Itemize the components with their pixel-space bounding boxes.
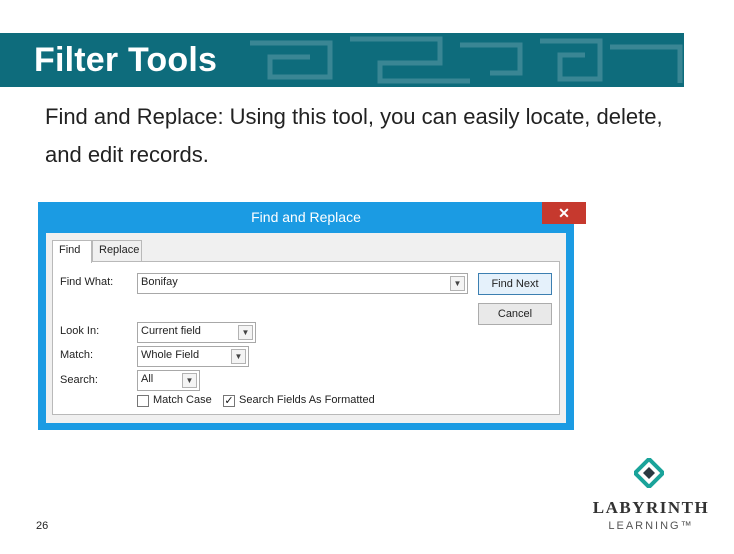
find-replace-dialog	[38, 202, 574, 430]
dialog-client	[46, 233, 566, 423]
intro-text: Find and Replace: Using this tool, you can easily locate, delete, and edit records.	[45, 104, 663, 167]
slide-title: Filter Tools	[34, 41, 218, 79]
match-value: Whole Field	[141, 349, 200, 361]
search-formatted-checkbox[interactable]: ✓	[224, 395, 234, 407]
search-value: All	[141, 373, 154, 385]
find-what-label: Find What:	[60, 276, 114, 288]
chevron-down-icon[interactable]: ▼	[238, 325, 253, 340]
match-case-checkbox[interactable]	[137, 395, 149, 407]
search-select[interactable]	[137, 370, 200, 391]
tab-replace[interactable]: Replace	[92, 240, 142, 262]
slide-number: 26	[36, 520, 49, 532]
search-label: Search:	[60, 374, 98, 386]
find-what-value: Bonifay	[141, 276, 178, 288]
chevron-down-icon[interactable]: ▼	[231, 349, 246, 364]
chevron-down-icon[interactable]: ▼	[450, 276, 465, 291]
dialog-titlebar[interactable]	[38, 202, 574, 232]
close-button[interactable]: ✕	[542, 202, 586, 224]
match-label: Match:	[60, 349, 94, 361]
title-banner	[0, 33, 684, 87]
dialog-title: Find and Replace	[251, 209, 361, 225]
find-next-button[interactable]: Find Next	[478, 273, 552, 295]
find-what-combo[interactable]	[137, 273, 468, 294]
cancel-button[interactable]: Cancel	[478, 303, 552, 325]
match-case-label: Match Case	[153, 394, 212, 406]
logo-name: LABYRINTH	[592, 498, 710, 517]
look-in-label: Look In:	[60, 325, 100, 337]
labyrinth-logo	[586, 458, 716, 538]
look-in-value: Current field	[141, 325, 201, 337]
tab-find[interactable]: Find	[52, 240, 92, 263]
logo-subtitle: LEARNING™	[608, 520, 694, 532]
diamond-logo-icon	[634, 458, 664, 488]
match-select[interactable]	[137, 346, 249, 367]
search-formatted-label: Search Fields As Formatted	[239, 394, 375, 406]
chevron-down-icon[interactable]: ▼	[182, 373, 197, 388]
find-panel	[52, 261, 560, 415]
look-in-select[interactable]	[137, 322, 256, 343]
